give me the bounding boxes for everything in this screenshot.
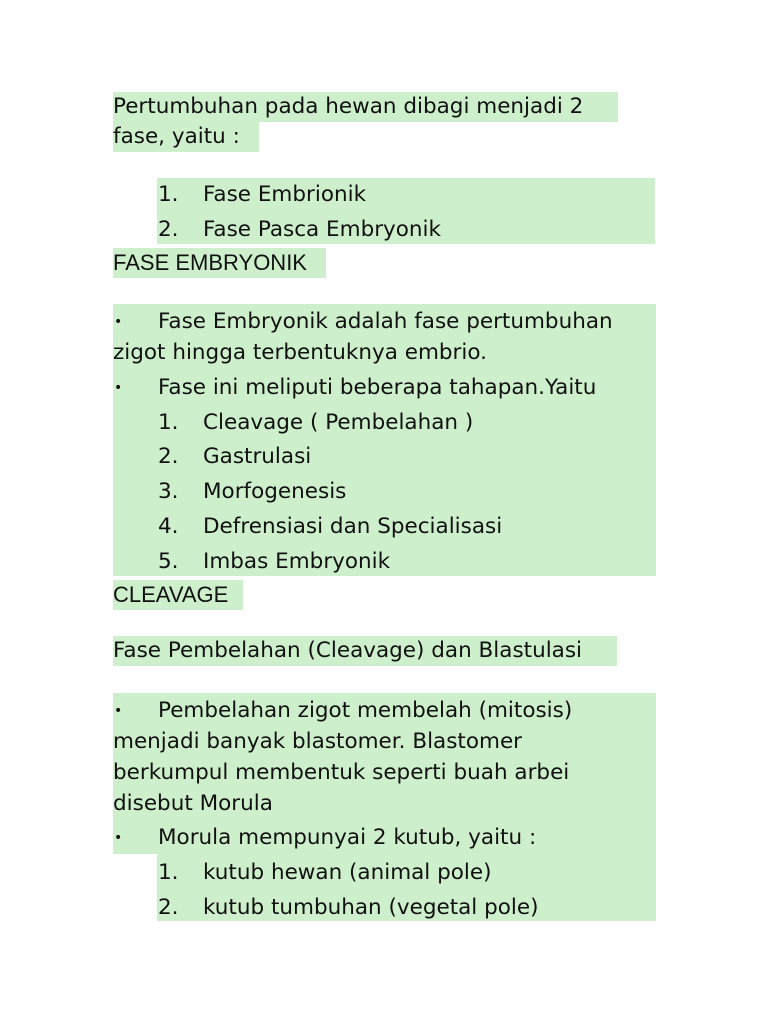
pole-item-2-text: kutub tumbuhan (vegetal pole) [203, 895, 539, 920]
phase-item-2-number: 2. [158, 217, 179, 242]
stage-item-2-number: 2. [158, 444, 179, 469]
subheading-pembelahan: Fase Pembelahan (Cleavage) dan Blastulasi [113, 638, 583, 663]
heading-cleavage: CLEAVAGE [113, 582, 229, 607]
pole-item-1-number: 1. [158, 860, 179, 885]
stage-item-5-text: Imbas Embryonik [203, 549, 391, 574]
stage-item-1-number: 1. [158, 410, 179, 435]
stage-item-4-text: Defrensiasi dan Specialisasi [203, 514, 503, 539]
pole-item-2-number: 2. [158, 895, 179, 920]
stage-item-1-text: Cleavage ( Pembelahan ) [203, 410, 474, 435]
heading-fase-embryonik: FASE EMBRYONIK [113, 250, 307, 275]
stage-item-5-number: 5. [158, 549, 179, 574]
embryo-bullet-1-line-2: zigot hingga terbentuknya embrio. [113, 340, 487, 365]
bullet-dot: • [114, 703, 123, 719]
pole-item-1-text: kutub hewan (animal pole) [203, 860, 492, 885]
embryo-bullet-2: Fase ini meliputi beberapa tahapan.Yaitu [158, 375, 597, 400]
intro-line-1: Pertumbuhan pada hewan dibagi menjadi 2 [113, 94, 584, 119]
cleavage-bullet-1-line-4: disebut Morula [113, 791, 273, 816]
stage-item-4-number: 4. [158, 514, 179, 539]
embryo-bullet-1-line-1: Fase Embryonik adalah fase pertumbuhan [158, 309, 613, 334]
cleavage-bullet-1-line-3: berkumpul membentuk seperti buah arbei [113, 760, 570, 785]
bullet-dot: • [114, 830, 123, 846]
bullet-dot: • [114, 314, 123, 330]
phase-item-1-text: Fase Embrionik [203, 182, 367, 207]
cleavage-bullet-1-line-2: menjadi banyak blastomer. Blastomer [113, 729, 523, 754]
stage-item-3-number: 3. [158, 479, 179, 504]
intro-line-2: fase, yaitu : [113, 124, 240, 149]
cleavage-bullet-1-line-1: Pembelahan zigot membelah (mitosis) [158, 698, 573, 723]
phase-item-1-number: 1. [158, 182, 179, 207]
bullet-dot: • [114, 380, 123, 396]
phase-item-2-text: Fase Pasca Embryonik [203, 217, 441, 242]
stage-item-2-text: Gastrulasi [203, 444, 312, 469]
cleavage-bullet-2: Morula mempunyai 2 kutub, yaitu : [158, 825, 537, 850]
stage-item-3-text: Morfogenesis [203, 479, 347, 504]
